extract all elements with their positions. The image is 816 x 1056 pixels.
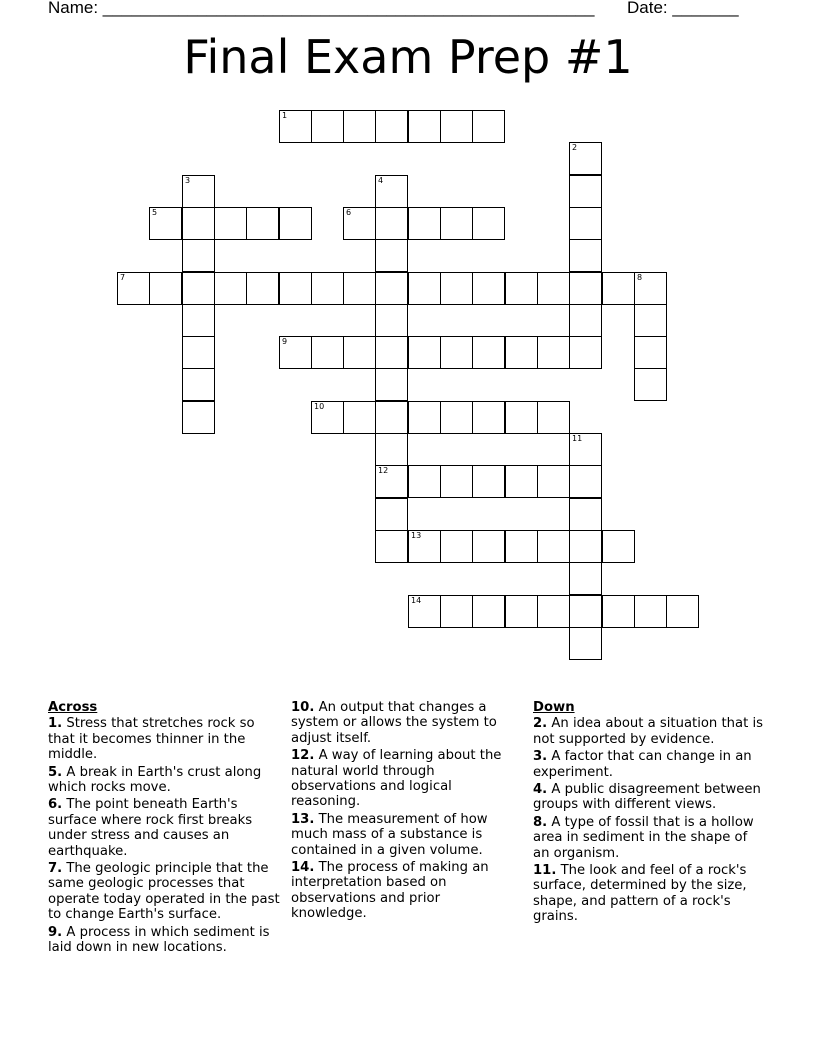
clue-item-text: The look and feel of a rock's surface, determined by the size, shape, and pattern of a rock's grains.: [533, 863, 747, 925]
clue-number: 6: [346, 208, 352, 217]
across-clues-continued: [291, 700, 517, 924]
crossword-cell[interactable]: [279, 207, 312, 240]
crossword-cell[interactable]: [472, 110, 505, 143]
crossword-cell[interactable]: [472, 336, 505, 369]
crossword-cell[interactable]: [375, 401, 408, 434]
crossword-cell[interactable]: [569, 175, 602, 208]
clue-item-number: 8.: [533, 814, 548, 830]
crossword-cell[interactable]: [182, 368, 215, 401]
name-field: Name: ____________________________________________________: [48, 0, 595, 17]
crossword-cell[interactable]: [279, 110, 312, 143]
crossword-cell[interactable]: [569, 272, 602, 305]
crossword-cell[interactable]: [375, 175, 408, 208]
crossword-cell[interactable]: [311, 272, 344, 305]
crossword-cell[interactable]: [182, 207, 215, 240]
crossword-cell[interactable]: [375, 110, 408, 143]
crossword-cell[interactable]: [246, 207, 279, 240]
crossword-cell[interactable]: [375, 207, 408, 240]
crossword-cell[interactable]: [634, 368, 667, 401]
crossword-cell[interactable]: [569, 142, 602, 175]
crossword-cell[interactable]: [214, 207, 247, 240]
crossword-cell[interactable]: [602, 595, 635, 628]
clue-number: 13: [411, 531, 422, 540]
crossword-cell[interactable]: [279, 272, 312, 305]
clue-item-text: The geologic principle that the same geologic processes that operate today operated in the past to change Earth's surface.: [48, 861, 280, 923]
clue-item-text: A type of fossil that is a hollow area in sediment in the shape of an organism.: [533, 814, 754, 861]
clue-item-text: The process of making an interpretation based on observations and prior knowledge.: [291, 860, 489, 922]
crossword-cell[interactable]: [505, 595, 538, 628]
crossword-cell[interactable]: [602, 272, 635, 305]
clue-item-number: 14.: [291, 860, 315, 876]
crossword-cell[interactable]: [375, 239, 408, 272]
crossword-cell[interactable]: [408, 465, 441, 498]
across-clues-column: [48, 700, 280, 958]
clue-item-number: 4.: [533, 782, 548, 798]
crossword-cell[interactable]: [343, 207, 376, 240]
crossword-cell[interactable]: [182, 239, 215, 272]
crossword-cell[interactable]: [375, 433, 408, 466]
crossword-cell[interactable]: [408, 595, 441, 628]
clue-item-number: 11.: [533, 863, 557, 879]
crossword-cell[interactable]: [634, 272, 667, 305]
clue-number: 1: [282, 111, 288, 120]
crossword-cell[interactable]: [569, 530, 602, 563]
crossword-cell[interactable]: [472, 465, 505, 498]
crossword-cell[interactable]: [602, 530, 635, 563]
crossword-cell[interactable]: [375, 530, 408, 563]
crossword-cell[interactable]: [569, 433, 602, 466]
crossword-cell[interactable]: [440, 110, 473, 143]
crossword-cell[interactable]: [440, 595, 473, 628]
clue-item-text: An idea about a situation that is not supported by evidence.: [533, 716, 763, 747]
crossword-cell[interactable]: [440, 530, 473, 563]
clue-item: [533, 716, 765, 747]
crossword-cell[interactable]: [440, 465, 473, 498]
clue-number: 11: [572, 434, 583, 443]
across-clue-list-continued: [291, 700, 517, 922]
crossword-cell[interactable]: [505, 272, 538, 305]
clue-number: 5: [152, 208, 158, 217]
clue-item-text: The point beneath Earth's surface where rock first breaks under stress and causes an earthquake.: [48, 797, 253, 859]
clue-item-number: 1.: [48, 716, 63, 732]
clue-item-text: A process in which sediment is laid down in new locations.: [48, 924, 270, 956]
crossword-cell[interactable]: [246, 272, 279, 305]
clue-item: [48, 861, 280, 923]
clue-item: [48, 716, 280, 762]
crossword-cell[interactable]: [375, 272, 408, 305]
crossword-cell[interactable]: [537, 272, 570, 305]
down-heading: Down: [533, 700, 575, 715]
crossword-cell[interactable]: [505, 401, 538, 434]
crossword-cell[interactable]: [634, 595, 667, 628]
crossword-cell[interactable]: [375, 336, 408, 369]
crossword-cell[interactable]: [440, 336, 473, 369]
crossword-cell[interactable]: [343, 336, 376, 369]
crossword-cell[interactable]: [569, 465, 602, 498]
crossword-cell[interactable]: [311, 110, 344, 143]
clue-item-text: The measurement of how much mass of a substance is contained in a given volume.: [291, 811, 488, 858]
crossword-cell[interactable]: [537, 530, 570, 563]
page-title: Final Exam Prep #1: [183, 30, 633, 84]
crossword-cell[interactable]: [182, 401, 215, 434]
clue-item-number: 3.: [533, 749, 548, 765]
crossword-cell[interactable]: [472, 530, 505, 563]
clue-item: [48, 925, 280, 956]
clue-item: [48, 765, 280, 796]
crossword-cell[interactable]: [343, 401, 376, 434]
clue-item-text: A break in Earth's crust along which rocks move.: [48, 764, 262, 796]
clue-item: [291, 700, 517, 746]
clue-number: 9: [282, 337, 288, 346]
crossword-cell[interactable]: [569, 207, 602, 240]
crossword-cell[interactable]: [569, 304, 602, 337]
date-field: Date: _______: [627, 0, 739, 17]
crossword-cell[interactable]: [182, 336, 215, 369]
crossword-cell[interactable]: [472, 595, 505, 628]
crossword-cell[interactable]: [537, 465, 570, 498]
clue-item: [291, 748, 517, 810]
clue-item: [48, 797, 280, 859]
crossword-cell[interactable]: [343, 272, 376, 305]
crossword-cell[interactable]: [311, 401, 344, 434]
crossword-cell[interactable]: [505, 465, 538, 498]
crossword-cell[interactable]: [569, 239, 602, 272]
clue-item: [291, 860, 517, 922]
clue-item-number: 12.: [291, 748, 315, 764]
clue-number: 10: [314, 402, 325, 411]
clue-item: [291, 812, 517, 858]
crossword-cell[interactable]: [214, 272, 247, 305]
crossword-cell[interactable]: [537, 336, 570, 369]
crossword-cell[interactable]: [440, 207, 473, 240]
crossword-cell[interactable]: [408, 110, 441, 143]
clue-number: 3: [185, 176, 191, 185]
crossword-cell[interactable]: [440, 401, 473, 434]
crossword-cell[interactable]: [408, 530, 441, 563]
across-clue-list: [48, 716, 280, 955]
crossword-cell[interactable]: [149, 207, 182, 240]
across-heading: Across: [48, 700, 98, 715]
clue-item-number: 6.: [48, 797, 63, 813]
clue-item-number: 5.: [48, 764, 63, 780]
clue-item-text: Stress that stretches rock so that it becomes thinner in the middle.: [48, 716, 255, 763]
crossword-cell[interactable]: [408, 336, 441, 369]
clue-item-text: An output that changes a system or allows the system to adjust itself.: [291, 700, 497, 746]
clue-item-text: A way of learning about the natural world through observations and logical reasoning.: [291, 748, 502, 810]
clue-item-number: 13.: [291, 811, 315, 827]
crossword-cell[interactable]: [149, 272, 182, 305]
crossword-cell[interactable]: [182, 304, 215, 337]
crossword-cell[interactable]: [375, 465, 408, 498]
crossword-cell[interactable]: [440, 272, 473, 305]
clue-number: 4: [378, 176, 384, 185]
crossword-cell[interactable]: [505, 336, 538, 369]
clue-number: 7: [120, 273, 126, 282]
clue-number: 12: [378, 466, 389, 475]
crossword-cell[interactable]: [182, 175, 215, 208]
clue-item-number: 9.: [48, 924, 63, 940]
clue-item-number: 2.: [533, 716, 548, 732]
crossword-cell[interactable]: [666, 595, 699, 628]
crossword-cell[interactable]: [117, 272, 150, 305]
clue-item: [533, 815, 765, 861]
crossword-cell[interactable]: [569, 595, 602, 628]
clue-item-text: A public disagreement between groups with different views.: [533, 782, 761, 813]
crossword-cell[interactable]: [408, 272, 441, 305]
crossword-cell[interactable]: [182, 272, 215, 305]
crossword-cell[interactable]: [569, 498, 602, 531]
crossword-cell[interactable]: [569, 562, 602, 595]
crossword-cell[interactable]: [375, 498, 408, 531]
crossword-cell[interactable]: [311, 336, 344, 369]
clue-item: [533, 782, 765, 813]
crossword-cell[interactable]: [569, 336, 602, 369]
crossword-cell[interactable]: [408, 207, 441, 240]
clue-item-number: 7.: [48, 861, 63, 877]
down-clues-column: [533, 700, 765, 927]
crossword-cell[interactable]: [375, 368, 408, 401]
down-clue-list: [533, 716, 765, 924]
clue-number: 2: [572, 143, 578, 152]
clue-number: 8: [637, 273, 643, 282]
crossword-cell[interactable]: [634, 336, 667, 369]
crossword-cell[interactable]: [537, 595, 570, 628]
crossword-cell[interactable]: [505, 530, 538, 563]
clue-number: 14: [411, 596, 422, 605]
clue-item: [533, 749, 765, 780]
crossword-cell[interactable]: [569, 627, 602, 660]
crossword-cell[interactable]: [472, 207, 505, 240]
crossword-cell[interactable]: [408, 401, 441, 434]
crossword-cell[interactable]: [375, 304, 408, 337]
clue-item: [533, 863, 765, 925]
crossword-cell[interactable]: [537, 401, 570, 434]
crossword-cell[interactable]: [472, 272, 505, 305]
clue-item-text: A factor that can change in an experiment.: [533, 749, 752, 780]
crossword-cell[interactable]: [472, 401, 505, 434]
crossword-cell[interactable]: [634, 304, 667, 337]
clue-item-number: 10.: [291, 700, 315, 715]
crossword-cell[interactable]: [343, 110, 376, 143]
crossword-cell[interactable]: [279, 336, 312, 369]
